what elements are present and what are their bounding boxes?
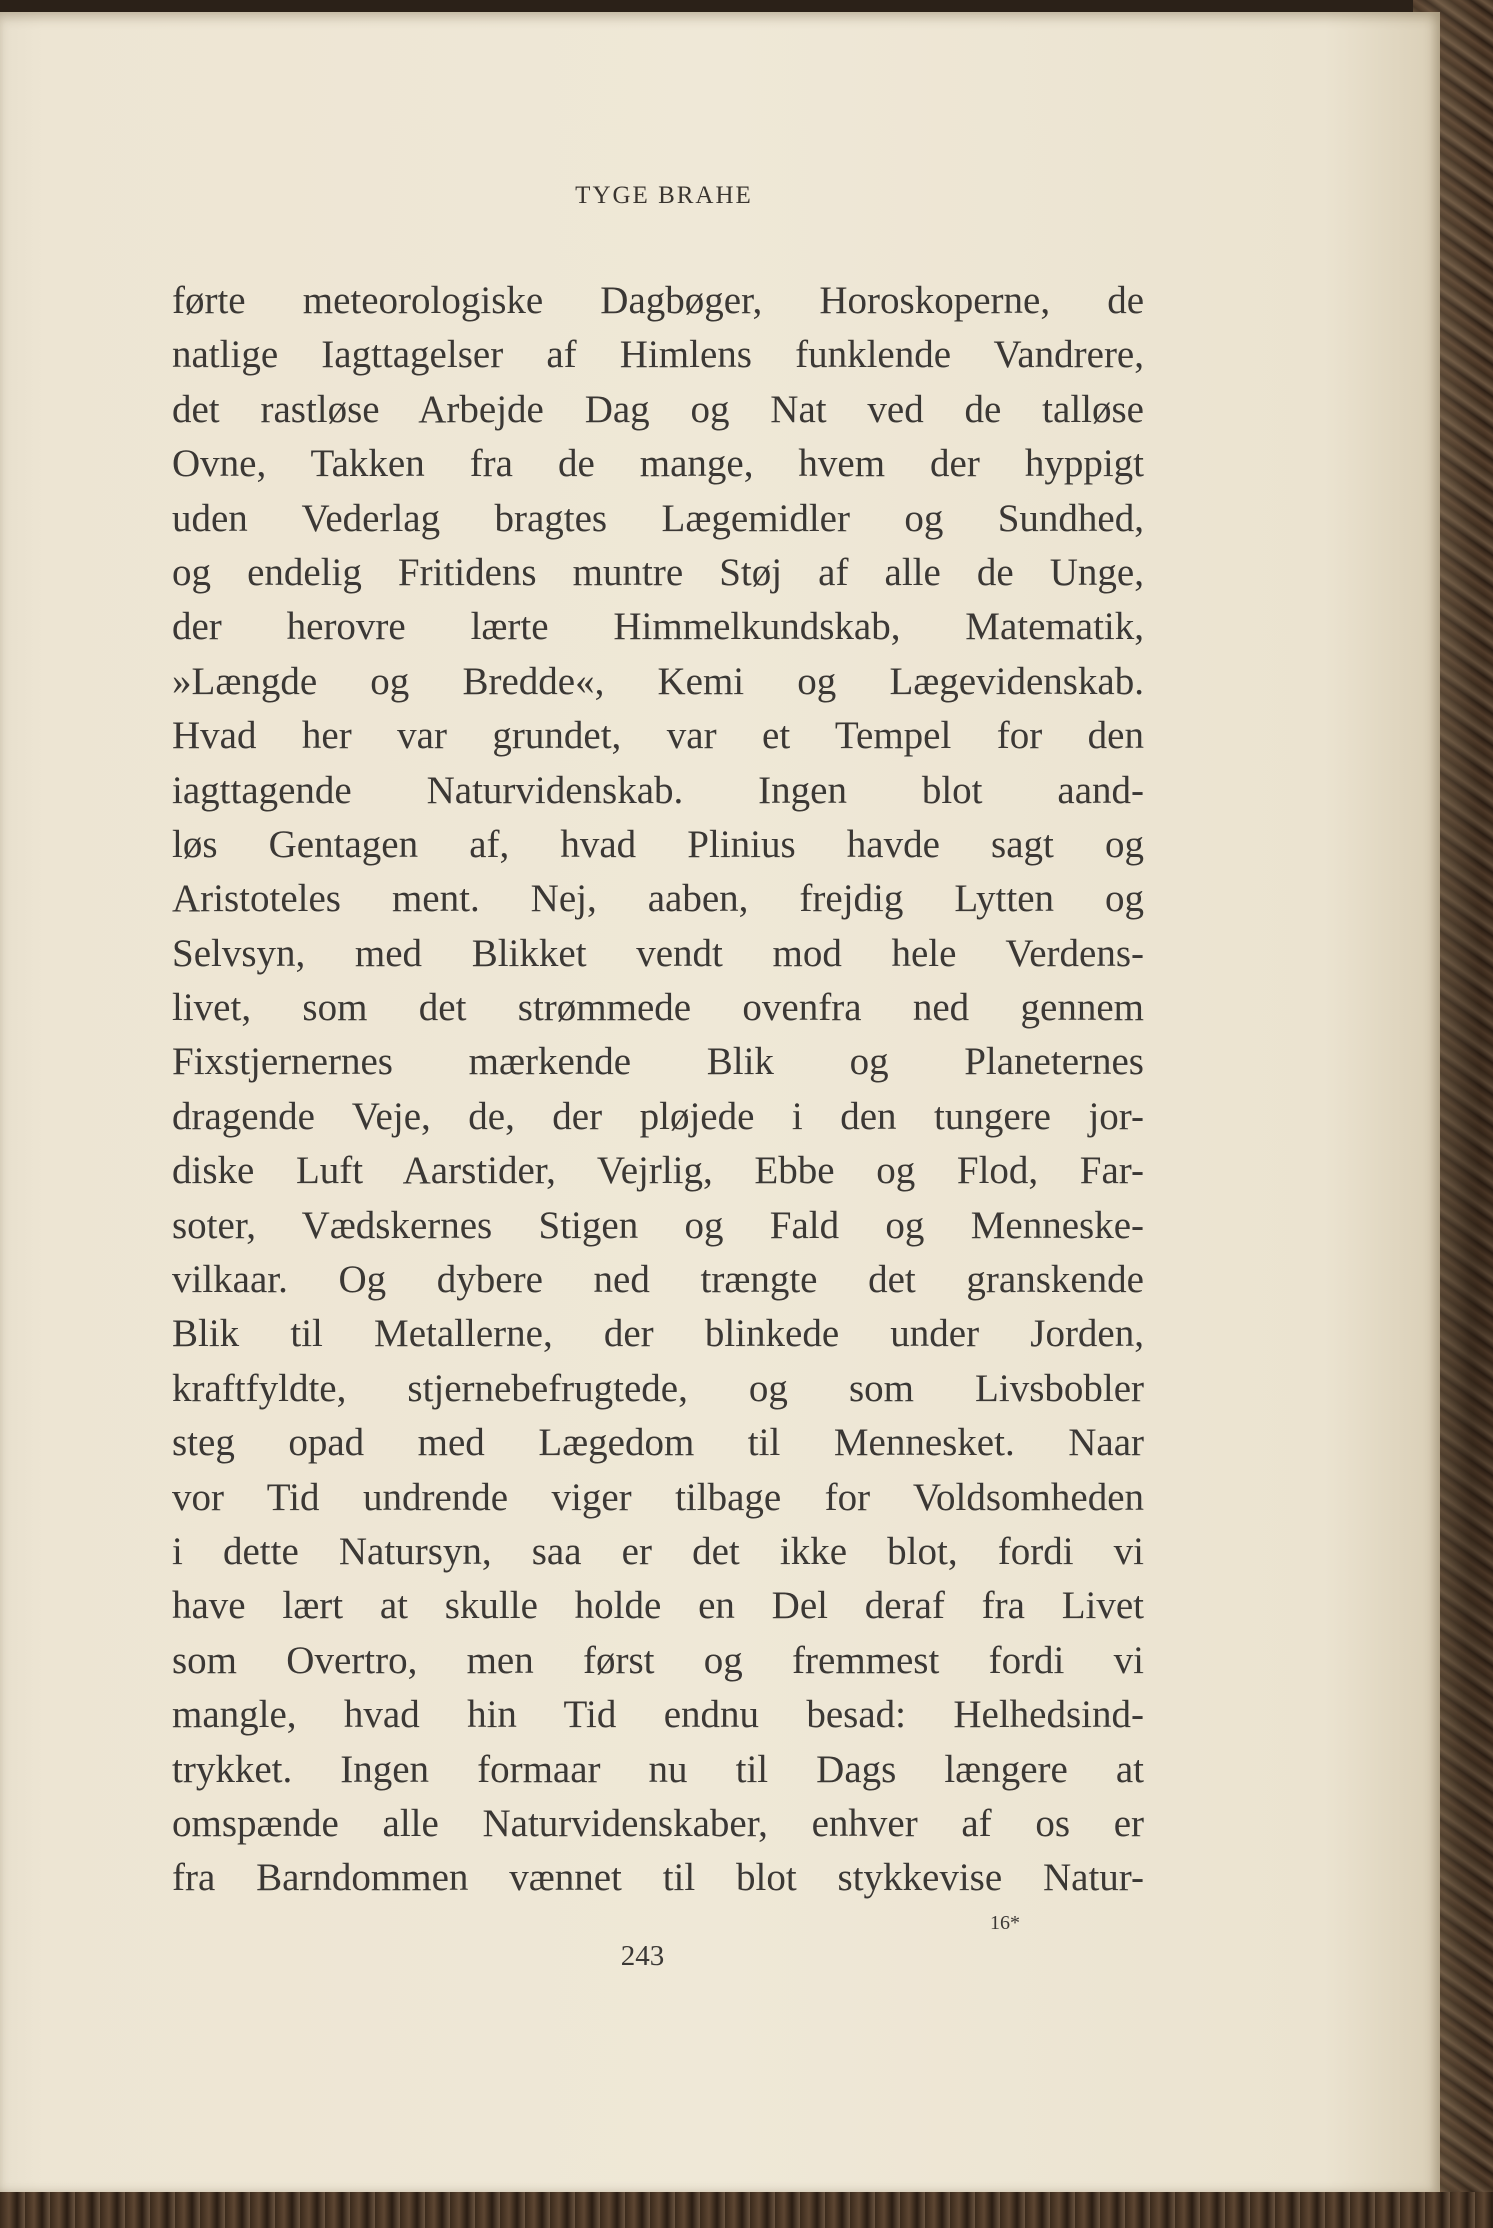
text-line: Blik til Metallerne, der blinkede under Jorden, — [172, 1312, 1144, 1356]
text-line: Fixstjernernes mærkende Blik og Planeternes — [172, 1040, 1144, 1084]
text-line: fra Barndommen vænnet til blot stykkevise Natur- — [172, 1856, 1144, 1900]
text-line: i dette Natursyn, saa er det ikke blot, fordi vi — [172, 1529, 1144, 1573]
running-head: TYGE BRAHE — [575, 182, 753, 209]
page-number: 243 — [620, 1940, 665, 1972]
text-line: Hvad her var grundet, var et Tempel for den — [172, 714, 1144, 758]
book-page — [0, 12, 1440, 2192]
text-line: steg opad med Lægedom til Mennesket. Naar — [172, 1421, 1144, 1465]
text-line: diske Luft Aarstider, Vejrlig, Ebbe og Flod, Far- — [172, 1149, 1144, 1193]
text-line: førte meteorologiske Dagbøger, Horoskoperne, de — [172, 279, 1144, 322]
text-line: Aristoteles ment. Nej, aaben, frejdig Lytten og — [172, 877, 1144, 921]
text-line: løs Gentagen af, hvad Plinius havde sagt og — [172, 822, 1144, 866]
text-line: og endelig Fritidens muntre Støj af alle de Unge, — [172, 550, 1144, 594]
text-line: vor Tid undrende viger tilbage for Voldsomheden — [172, 1475, 1144, 1519]
text-line: Ovne, Takken fra de mange, hvem der hyppigt — [172, 442, 1144, 486]
text-line: det rastløse Arbejde Dag og Nat ved de talløse — [172, 387, 1144, 431]
text-line: kraftfyldte, stjernebefrugtede, og som Livsbobler — [172, 1366, 1144, 1410]
text-line: trykket. Ingen formaar nu til Dags længere at — [172, 1747, 1144, 1791]
text-line: soter, Vædskernes Stigen og Fald og Menneske- — [172, 1203, 1144, 1247]
text-line: dragende Veje, de, der pløjede i den tungere jor- — [172, 1094, 1144, 1138]
text-line: der herovre lærte Himmelkundskab, Matematik, — [172, 605, 1144, 649]
text-line: omspænde alle Naturvidenskaber, enhver af os er — [172, 1801, 1144, 1845]
text-line: som Overtro, men først og fremmest fordi vi — [172, 1638, 1144, 1682]
body-text — [172, 274, 1144, 1906]
text-line: iagttagende Naturvidenskab. Ingen blot aand- — [172, 768, 1144, 812]
book-bottom-edge — [0, 2192, 1493, 2228]
text-line: »Længde og Bredde«, Kemi og Lægevidenskab. — [172, 659, 1144, 703]
text-line: Selvsyn, med Blikket vendt mod hele Verdens- — [172, 931, 1144, 975]
signature-mark: 16* — [990, 1912, 1020, 1934]
text-line: vilkaar. Og dybere ned trængte det granskende — [172, 1258, 1144, 1302]
text-line: uden Vederlag bragtes Lægemidler og Sundhed, — [172, 496, 1144, 540]
text-line: have lært at skulle holde en Del deraf fra Livet — [172, 1584, 1144, 1628]
text-line: natlige Iagttagelser af Himlens funklende Vandrere, — [172, 333, 1144, 377]
text-line: livet, som det strømmede ovenfra ned gennem — [172, 986, 1144, 1030]
text-line: mangle, hvad hin Tid endnu besad: Helhedsind- — [172, 1693, 1144, 1737]
